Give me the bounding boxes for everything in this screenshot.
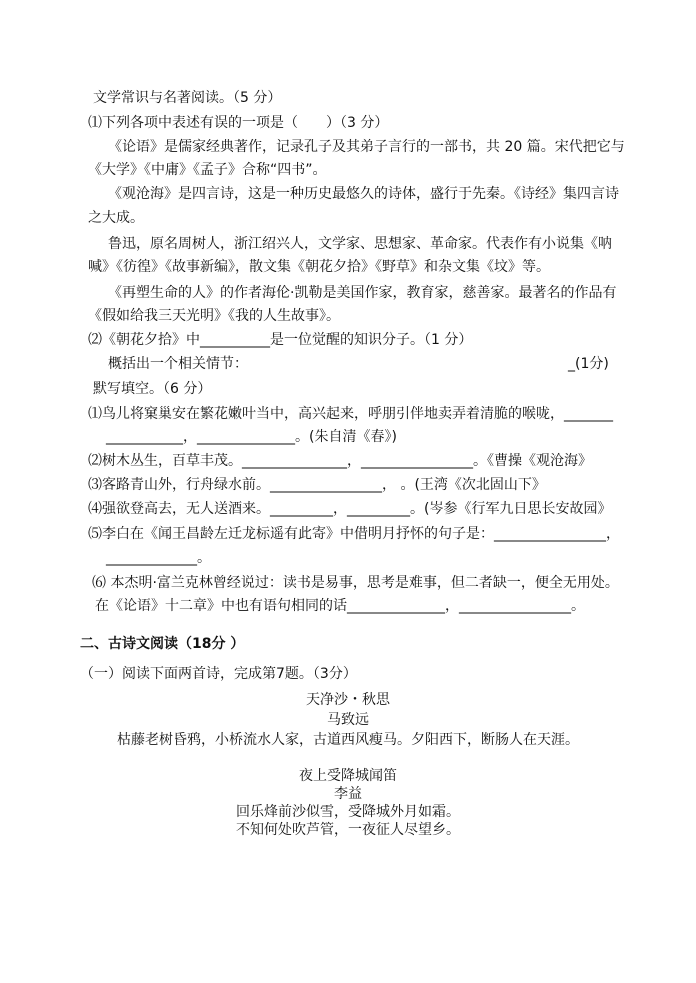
dictation-5-cont: _____________。 — [106, 550, 211, 566]
poem-2-line1: 回乐烽前沙似雪，受降城外月如霜。 — [236, 804, 460, 820]
poem-1-line: 枯藤老树昏鸦，小桥流水人家，古道西风瘦马。夕阳西下，断肠人在天涯。 — [117, 732, 579, 748]
section-classical-heading: 二、古诗文阅读（18分 ） — [80, 636, 245, 652]
dictation-1: ⑴鸟儿将窠巢安在繁花嫩叶当中，高兴起来，呼朋引伴地卖弄着清脆的喉咙，_______ — [88, 406, 613, 422]
option-c-line2: 喊》《彷徨》《故事新编》，散文集《朝花夕拾》《野草》和杂文集《坟》等。 — [88, 259, 550, 275]
option-b-line2: 之大成。 — [88, 210, 144, 226]
dictation-6-cont: 在《论语》十二章》中也有语句相同的话______________，________________。 — [95, 598, 585, 614]
section-classical-subheading: （一）阅读下面两首诗，完成第7题。（3分） — [80, 666, 357, 682]
question-1: ⑴下列各项中表述有误的一项是（ ）（3 分） — [88, 115, 389, 131]
dictation-2: ⑵树木丛生，百草丰茂。_______________，________________。《曹操《观沧海》 — [88, 453, 592, 469]
option-d-line1: 《再塑生命的人》的作者海伦·凯勒是美国作家，教育家，慈善家。最著名的作品有 — [108, 285, 617, 301]
option-c-line1: 鲁迅，原名周树人，浙江绍兴人，文学家、思想家、革命家。代表作有小说集《呐 — [108, 236, 612, 252]
question-2-plot: 概括出一个相关情节： — [108, 356, 248, 372]
section-dictation-title: 默写填空。（6 分） — [93, 381, 212, 397]
section-literature-title: 文学常识与名著阅读。（5 分） — [93, 90, 282, 106]
dictation-1-cont: ___________，______________。(朱自清《春》) — [106, 429, 397, 445]
dictation-4: ⑷强欲登高去，无人送酒来。_________，_________。(岑参《行军九日思长安故园》 — [88, 501, 612, 517]
poem-1-author: 马致远 — [327, 712, 369, 728]
option-a-line2: 《大学》《中庸》《孟子》合称“四书”。 — [88, 162, 327, 178]
option-a-line1: 《论语》是儒家经典著作，记录孔子及其弟子言行的一部书，共 20 篇。宋代把它与 — [108, 139, 625, 155]
poem-2-line2: 不知何处吹芦管，一夜征人尽望乡。 — [236, 822, 460, 838]
dictation-3: ⑶客路青山外，行舟绿水前。________________， 。(王湾《次北固山下》 — [88, 477, 546, 493]
option-d-line2: 《假如给我三天光明》《我的人生故事》。 — [88, 308, 340, 324]
poem-2-author: 李益 — [334, 786, 362, 802]
question-2: ⑵《朝花夕拾》中__________是一位觉醒的知识分子。（1 分） — [88, 332, 473, 348]
dictation-5: ⑸李白在《闻王昌龄左迁龙标遥有此寄》中借明月抒怀的句子是：________________， — [88, 526, 620, 542]
poem-2-title: 夜上受降城闻笛 — [299, 768, 397, 784]
question-2-plot-score: _(1分) — [568, 356, 609, 372]
poem-1-title: 天净沙・秋思 — [306, 692, 390, 708]
dictation-6: ⑹ 本杰明·富兰克林曾经说过：读书是易事，思考是难事，但二者缺一，便全无用处。 — [92, 575, 619, 591]
option-b-line1: 《观沧海》是四言诗，这是一种历史最悠久的诗体，盛行于先秦。《诗经》集四言诗 — [108, 186, 619, 202]
